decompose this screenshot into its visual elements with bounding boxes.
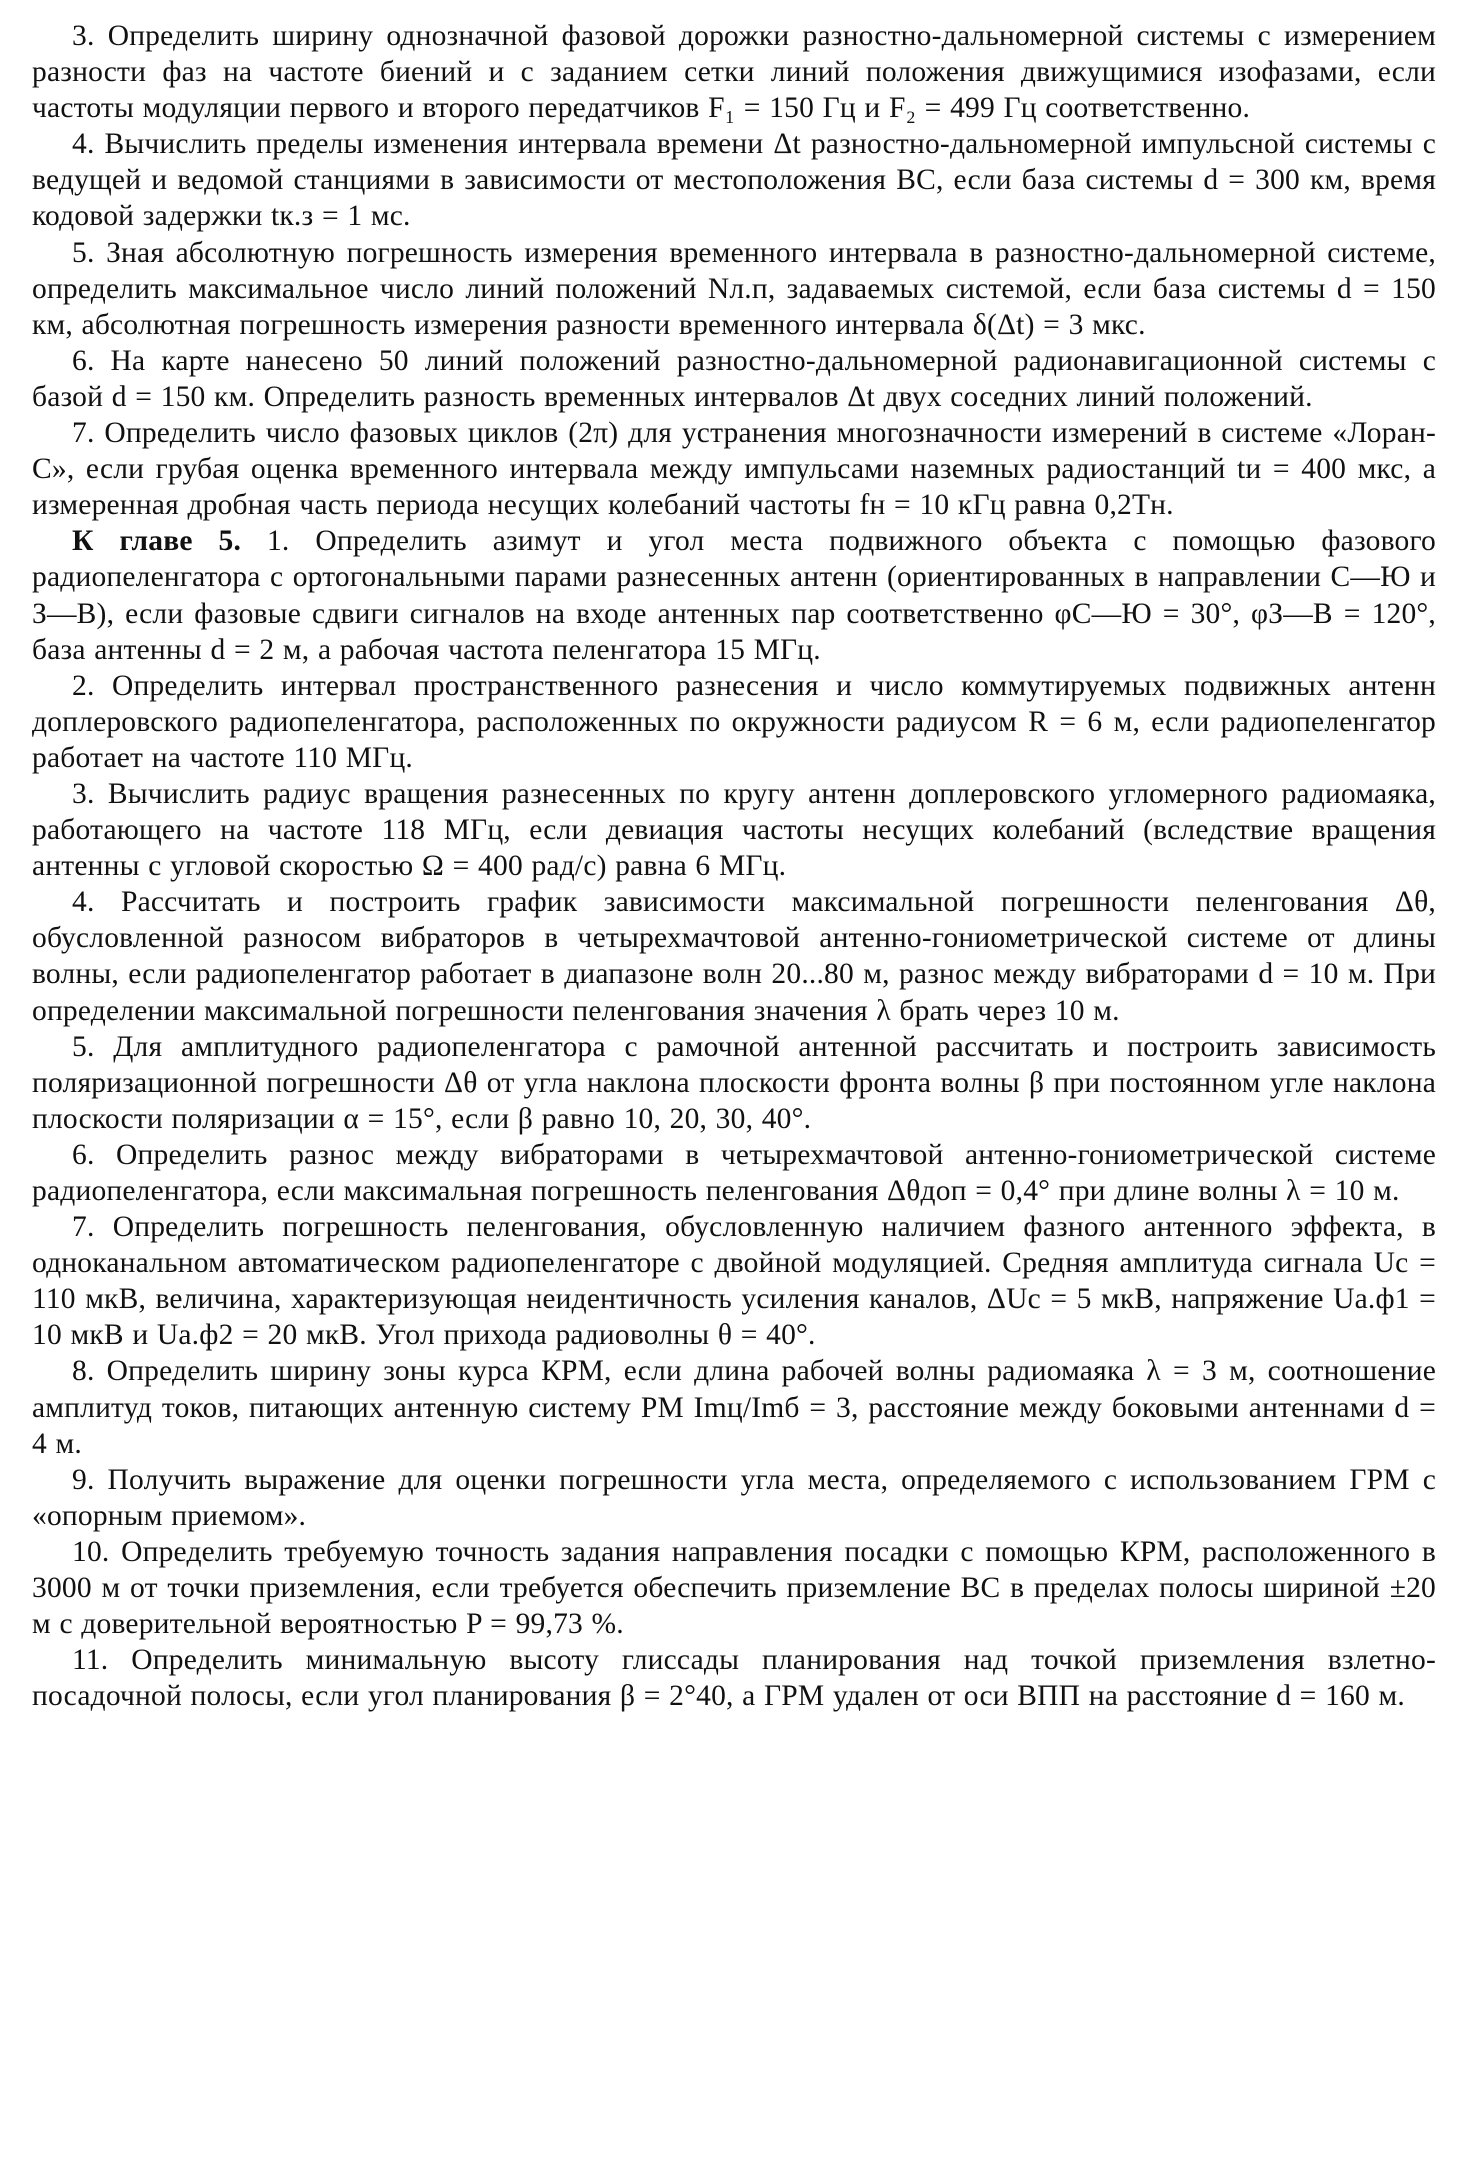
chapter-5-problem-3	[32, 776, 1436, 884]
chapter-5-problem-10	[32, 1534, 1436, 1642]
paragraph-text: 3. Вычислить радиус вращения разнесенных по кругу антенн доплеровского угломерного радиомаяка, работающего на частоте 118 МГц, если девиация частоты несущих колебаний (вследствие вращения антенны с угловой скоростью Ω = 400 рад/с) равна 6 МГц.	[32, 777, 1436, 883]
problem-6	[32, 343, 1436, 415]
chapter-heading: К главе 5.	[72, 525, 242, 558]
chapter-5-problem-7	[32, 1209, 1436, 1353]
chapter-5-problem-5	[32, 1029, 1436, 1137]
paragraph-text: 1. Определить азимут и угол места подвижного объекта с помощью фазового радиопеленгатора с ортогональными парами разнесенных антенн (ориентированных в направлении С—Ю и З—В), если фазовые сдвиги сигналов на входе антенных пар соответственно φС—Ю = 30°, φЗ—В = 120°, база антенны d = 2 м, а рабочая частота пеленгатора 15 МГц.	[32, 525, 1436, 666]
paragraph-text: 10. Определить требуемую точность задания направления посадки с помощью КРМ, расположенного в 3000 м от точки приземления, если требуется обеспечить приземление ВС в пределах полосы шириной ±20 м с доверительной вероятностью P = 99,73 %.	[32, 1535, 1436, 1641]
paragraph-text: 8. Определить ширину зоны курса КРМ, если длина рабочей волны радиомаяка λ = 3 м, соотношение амплитуд токов, питающих антенную систему РМ Imц/Imб = 3, расстояние между боковыми антеннами d = 4 м.	[32, 1355, 1436, 1460]
paragraph-text: 2. Определить интервал пространственного разнесения и число коммутируемых подвижных антенн доплеровского радиопеленгатора, расположенных по окружности радиусом R = 6 м, если радиопеленгатор работает на частоте 110 МГц.	[32, 669, 1436, 774]
paragraph-text: 7. Определить число фазовых циклов (2π) для устранения многозначности измерений в системе «Лоран-С», если грубая оценка временного интервала между импульсами наземных радиостанций tи = 400 мкс, а измеренная дробная часть периода несущих колебаний частоты fн = 10 кГц равна 0,2Tн.	[32, 417, 1436, 522]
problem-4	[32, 126, 1436, 234]
paragraph-text: 5. Зная абсолютную погрешность измерения временного интервала в разностно-дальномерной системе, определить максимальное число линий положений Nл.п, задаваемых системой, если база системы d = 150 км, абсолютная погрешность измерения разности временного интервала δ(Δt) = 3 мкс.	[32, 236, 1436, 341]
problem-3	[32, 18, 1436, 126]
paragraph-text: 5. Для амплитудного радиопеленгатора с рамочной антенной рассчитать и построить зависимость поляризационной погрешности Δθ от угла наклона плоскости фронта волны β при постоянном угле наклона плоскости поляризации α = 15°, если β равно 10, 20, 30, 40°.	[32, 1030, 1436, 1135]
paragraph-text: 3. Определить ширину однозначной фазовой дорожки разностно-дальномерной системы с измерением разности фаз на частоте биений и с заданием сетки линий положения движущимися изофазами, если частоты модуляции первого и второго передатчиков F₁ = 150 Гц и F₂ = 499 Гц соответственно.	[32, 20, 1436, 125]
chapter-5-problem-8	[32, 1353, 1436, 1461]
paragraph-text: 7. Определить погрешность пеленгования, обусловленную наличием фазного антенного эффекта, в одноканальном автоматическом радиопеленгаторе с двойной модуляцией. Средняя амплитуда сигнала Uc = 110 мкВ, величина, характеризующая неидентичность усиления каналов, ΔUc = 5 мкВ, напряжение Uа.ф1 = 10 мкВ и Uа.ф2 = 20 мкВ. Угол прихода радиоволны θ = 40°.	[32, 1211, 1436, 1352]
paragraph-text: 9. Получить выражение для оценки погрешности угла места, определяемого с использованием ГРМ с «опорным приемом».	[32, 1463, 1436, 1532]
paragraph-text: 11. Определить минимальную высоту глиссады планирования над точкой приземления взлетно-посадочной полосы, если угол планирования β = 2°40, а ГРМ удален от оси ВПП на расстояние d = 160 м.	[32, 1644, 1436, 1713]
paragraph-text: 4. Рассчитать и построить график зависимости максимальной погрешности пеленгования Δθ, обусловленной разносом вибраторов в четырехмачтовой антенно-гониометрической системе от длины волны, если радиопеленгатор работает в диапазоне волн 20...80 м, разнос между вибраторами d = 10 м. При определении максимальной погрешности пеленгования значения λ брать через 10 м.	[32, 886, 1436, 1027]
chapter-5-problem-11	[32, 1642, 1436, 1714]
paragraph-text: 4. Вычислить пределы изменения интервала времени Δt разностно-дальномерной импульсной системы с ведущей и ведомой станциями в зависимости от местоположения ВС, если база системы d = 300 км, время кодовой задержки tк.з = 1 мс.	[32, 128, 1436, 233]
problem-list	[32, 18, 1436, 1714]
problem-5	[32, 235, 1436, 343]
chapter-5-problem-2	[32, 668, 1436, 776]
paragraph-text: 6. На карте нанесено 50 линий положений разностно-дальномерной радионавигационной системы с базой d = 150 км. Определить разность временных интервалов Δt двух соседних линий положений.	[32, 344, 1436, 413]
chapter-5-problem-9	[32, 1462, 1436, 1534]
paragraph-text: 6. Определить разнос между вибраторами в четырехмачтовой антенно-гониометрической системе радиопеленгатора, если максимальная погрешность пеленгования Δθдоп = 0,4° при длине волны λ = 10 м.	[32, 1138, 1436, 1207]
chapter-5-problem-6	[32, 1137, 1436, 1209]
chapter-5-problem-1	[32, 523, 1436, 667]
chapter-5-problem-4	[32, 884, 1436, 1028]
problem-7	[32, 415, 1436, 523]
